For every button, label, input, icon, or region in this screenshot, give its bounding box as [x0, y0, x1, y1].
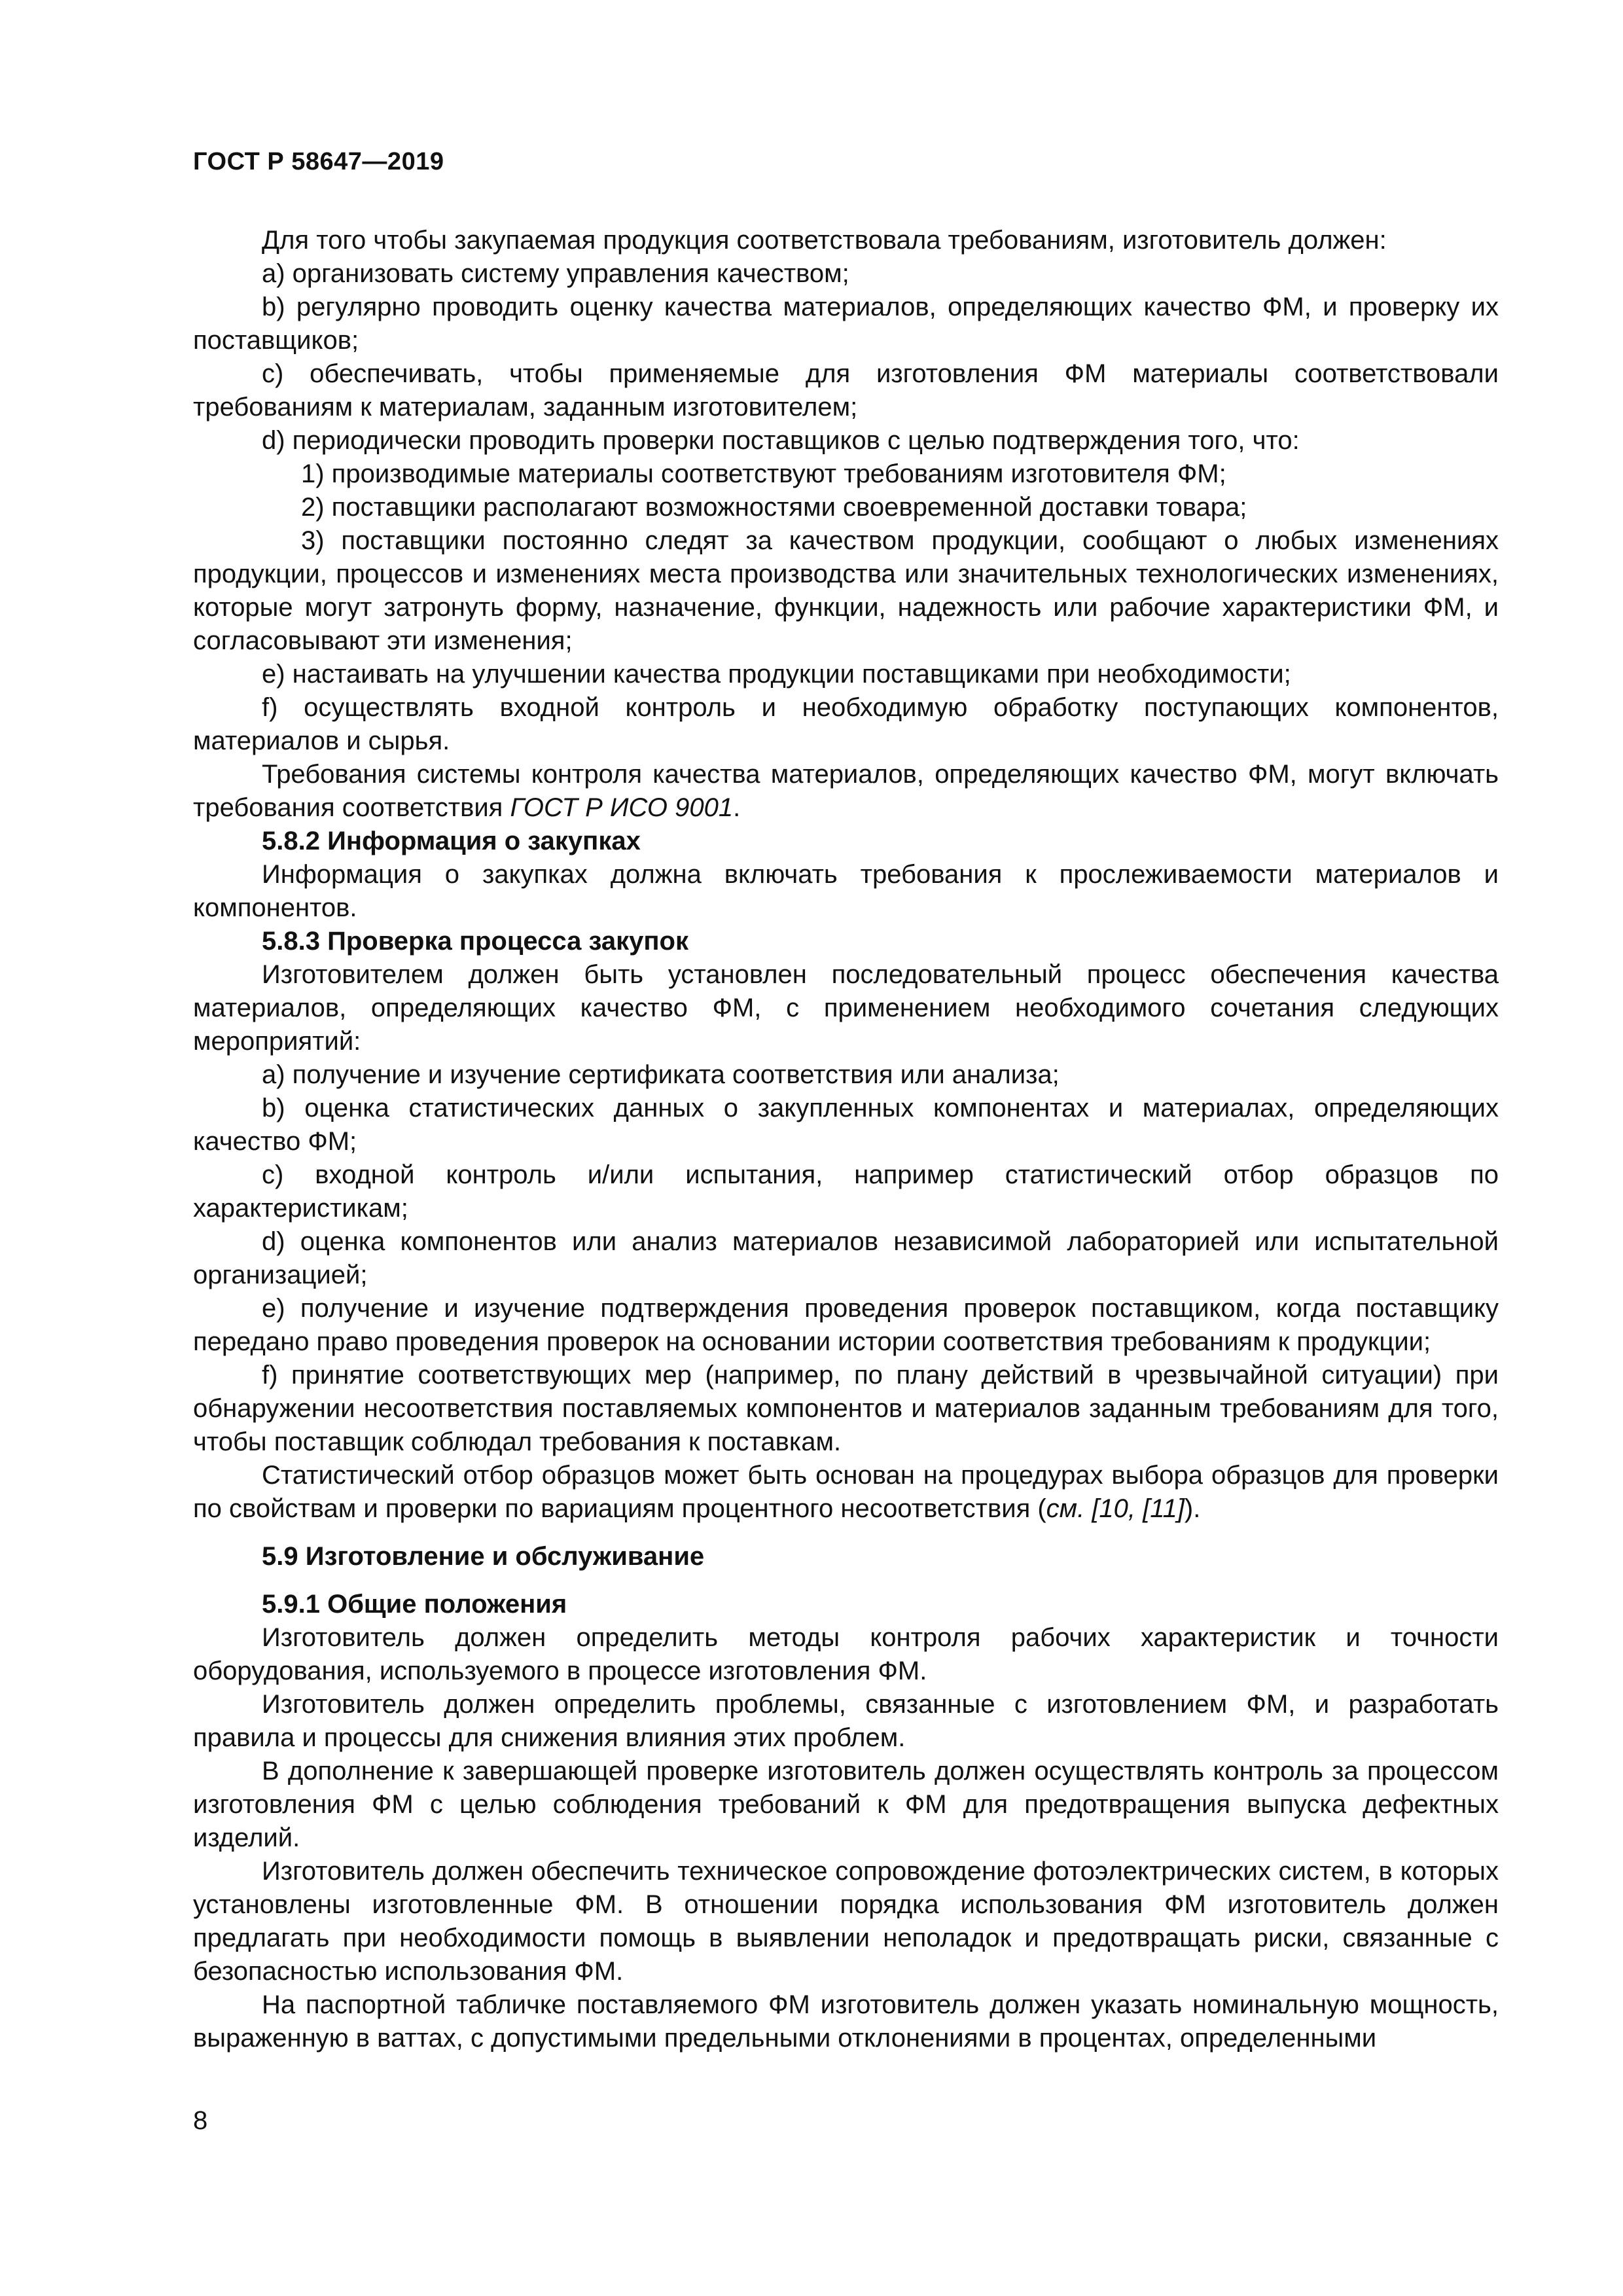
paragraph: Изготовитель должен обеспечить техническое сопровождение фотоэлектрических систем, в которых установлены изготовленные ФМ. В отношении порядка использования ФМ изготовитель должен предлагать при необходимости помощь в выявлении неполадок и предотвращать риски, связанные с безопасностью использования ФМ.: [193, 1857, 1499, 1986]
list-item: d) периодически проводить проверки поставщиков с целью подтверждения того, что:: [262, 426, 1300, 455]
paragraph: Изготовителем должен быть установлен последовательный процесс обеспечения качества материалов, определяющих качество ФМ, с применением необходимого сочетания следующих мероприятий:: [193, 960, 1499, 1056]
sub-list-item: 3) поставщики постоянно следят за качеством продукции, сообщают о любых изменениях продукции, процессов и изменениях места производства или значительных технологических изменениях, которые могут затронуть форму, назначение, функции, надежность или рабочие характеристики ФМ, и согласовывают эти изменения;: [193, 526, 1499, 655]
paragraph-end: .: [733, 793, 741, 822]
section-heading-5-8-2: 5.8.2 Информация о закупках: [262, 827, 641, 855]
paragraph: На паспортной табличке поставляемого ФМ изготовитель должен указать номинальную мощность, выраженную в ваттах, с допустимыми предельными отклонениями в процентах, определенными: [193, 1990, 1499, 2053]
paragraph-text: Требования системы контроля качества материалов, определяющих качество ФМ, могут включать требования соответствия: [193, 760, 1499, 822]
section-heading-5-9: 5.9 Изготовление и обслуживание: [262, 1542, 705, 1571]
list-item: c) обеспечивать, чтобы применяемые для изготовления ФМ материалы соответствовали требованиям к материалам, заданным изготовителем;: [193, 359, 1499, 422]
list-item: f) принятие соответствующих мер (например, по плану действий в чрезвычайной ситуации) при обнаружении несоответствия поставляемых компонентов и материалов заданным требованиям для того, чтобы поставщик соблюдал требования к поставкам.: [193, 1361, 1499, 1456]
list-item: c) входной контроль и/или испытания, например статистический отбор образцов по характеристикам;: [193, 1160, 1499, 1223]
list-item: b) оценка статистических данных о закупленных компонентах и материалах, определяющих качество ФМ;: [193, 1094, 1499, 1156]
paragraph: [193, 758, 1499, 825]
standard-reference: ГОСТ Р ИСО 9001: [510, 793, 734, 822]
sub-list-item: 1) производимые материалы соответствуют требованиям изготовителя ФМ;: [301, 459, 1226, 488]
section-heading-5-9-1: 5.9.1 Общие положения: [262, 1590, 567, 1619]
paragraph-end: ).: [1184, 1494, 1201, 1523]
document-header: ГОСТ Р 58647—2019: [193, 148, 444, 175]
paragraph: В дополнение к завершающей проверке изготовитель должен осуществлять контроль за процессом изготовления ФМ с целью соблюдения требований к ФМ для предотвращения выпуска дефектных изделий.: [193, 1757, 1499, 1852]
page-number: 8: [193, 2106, 208, 2135]
section-heading-5-8-3: 5.8.3 Проверка процесса закупок: [262, 927, 688, 956]
list-item: e) получение и изучение подтверждения проведения проверок поставщиком, когда поставщику передано право проведения проверок на основании истории соответствия требованиям к продукции;: [193, 1294, 1499, 1356]
list-item: b) регулярно проводить оценку качества материалов, определяющих качество ФМ, и проверку их поставщиков;: [193, 293, 1499, 355]
list-item: f) осуществлять входной контроль и необходимую обработку поступающих компонентов, материалов и сырья.: [193, 693, 1499, 755]
paragraph: Для того чтобы закупаемая продукция соответствовала требованиям, изготовитель должен:: [262, 226, 1387, 255]
document-body: [193, 224, 1499, 2055]
sub-list-item: 2) поставщики располагают возможностями своевременной доставки товара;: [301, 493, 1247, 522]
paragraph: Изготовитель должен определить проблемы, связанные с изготовлением ФМ, и разработать правила и процессы для снижения влияния этих проблем.: [193, 1690, 1499, 1752]
paragraph: Информация о закупках должна включать требования к прослеживаемости материалов и компонентов.: [193, 860, 1499, 922]
paragraph: [193, 1459, 1499, 1526]
paragraph-text: Статистический отбор образцов может быть основан на процедурах выбора образцов для проверки по свойствам и проверки по вариациям процентного несоответствия (: [193, 1461, 1499, 1523]
list-item: e) настаивать на улучшении качества продукции поставщиками при необходимости;: [262, 660, 1291, 689]
paragraph: Изготовитель должен определить методы контроля рабочих характеристик и точности оборудования, используемого в процессе изготовления ФМ.: [193, 1623, 1499, 1685]
bibliography-reference: см. [10, [11]: [1046, 1494, 1185, 1523]
list-item: d) оценка компонентов или анализ материалов независимой лабораторией или испытательной организацией;: [193, 1227, 1499, 1289]
list-item: a) организовать систему управления качеством;: [262, 259, 849, 288]
list-item: a) получение и изучение сертификата соответствия или анализа;: [262, 1060, 1060, 1089]
